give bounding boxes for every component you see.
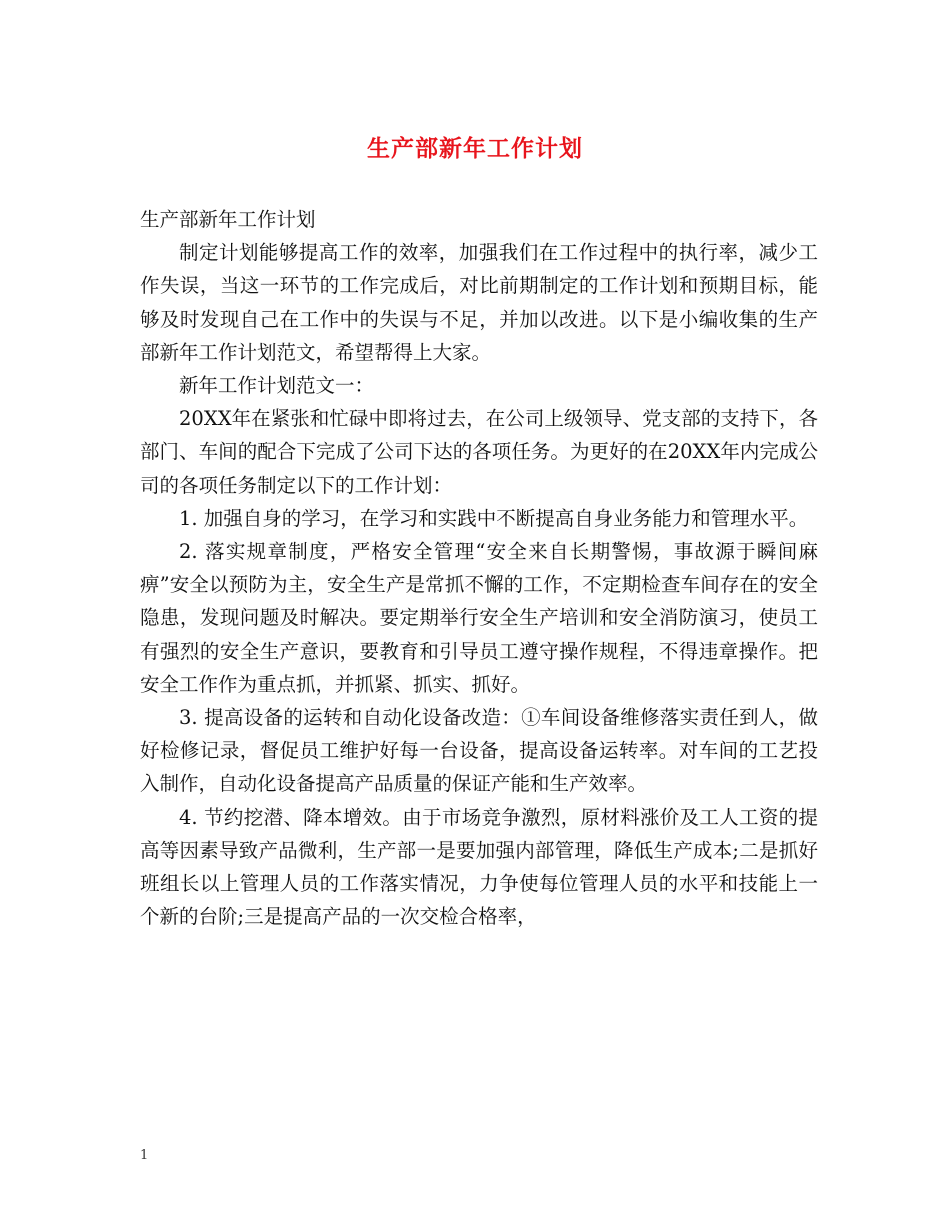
- paragraph-overview: 20XX年在紧张和忙碌中即将过去，在公司上级领导、党支部的支持下，各部门、车间的配合下完成了公司下达的各项任务。为更好的在20XX年内完成公司的各项任务制定以下的工作计划：: [140, 407, 818, 497]
- paragraph-item-3: 3. 提高设备的运转和自动化设备改造：①车间设备维修落实责任到人，做好检修记录，督促员工维护好每一台设备，提高设备运转率。对车间的工艺投入制作，自动化设备提高产品质量的保证产能和生产效率。: [140, 706, 818, 796]
- paragraph-item-4: 4. 节约挖潜、降本增效。由于市场竞争激烈，原材料涨价及工人工资的提高等因素导致产品微利，生产部一是要加强内部管理，降低生产成本;二是抓好班组长以上管理人员的工作落实情况，力争使每位管理人员的水平和技能上一个新的台阶;三是提高产品的一次交检合格率，: [140, 805, 818, 929]
- document-body: [140, 203, 818, 933]
- paragraph-item-2: 2. 落实规章制度，严格安全管理“安全来自长期警惕，事故源于瞬间麻痹”安全以预防为主，安全生产是常抓不懈的工作，不定期检查车间存在的安全隐患，发现问题及时解决。要定期举行安全生产培训和安全消防演习，使员工有强烈的安全生产意识，要教育和引导员工遵守操作规程，不得违章操作。把安全工作作为重点抓，并抓紧、抓实、抓好。: [140, 540, 818, 696]
- paragraph-intro: 制定计划能够提高工作的效率，加强我们在工作过程中的执行率，减少工作失误，当这一环节的工作完成后，对比前期制定的工作计划和预期目标，能够及时发现自己在工作中的失误与不足，并加以改进。以下是小编收集的生产部新年工作计划范文，希望帮得上大家。: [140, 241, 818, 364]
- paragraph-item-1: 1. 加强自身的学习，在学习和实践中不断提高自身业务能力和管理水平。: [179, 506, 809, 530]
- document-subtitle: 生产部新年工作计划: [140, 208, 316, 231]
- page-number: 1: [140, 1148, 149, 1163]
- document-title: 生产部新年工作计划: [367, 135, 583, 162]
- paragraph-sample-heading: 新年工作计划范文一：: [179, 374, 375, 398]
